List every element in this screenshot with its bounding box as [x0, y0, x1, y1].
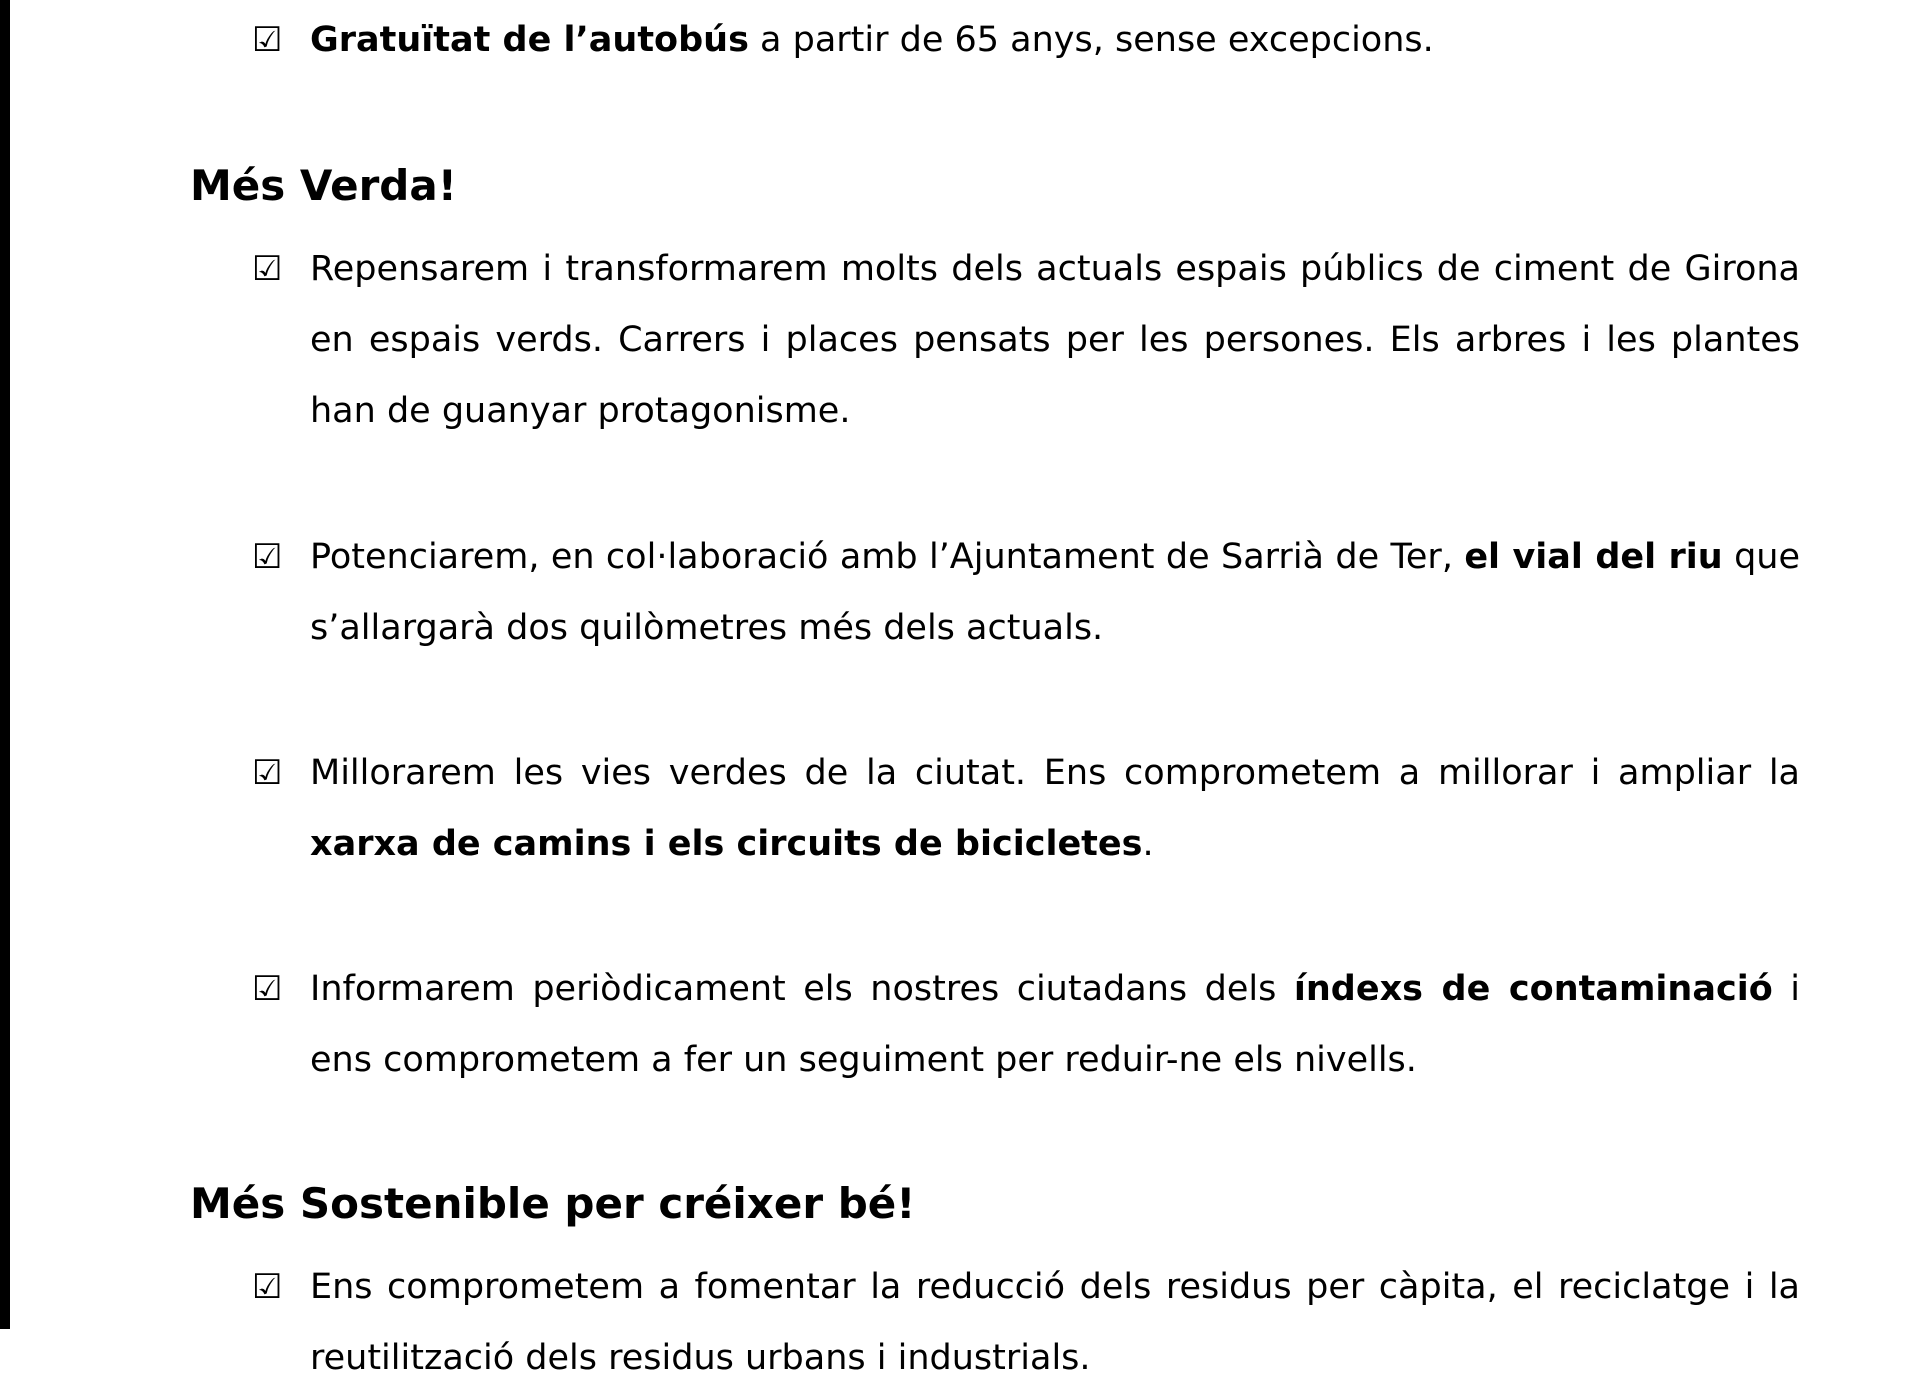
- bold-text: índexs de contaminació: [1293, 969, 1773, 1009]
- bold-text: Gratuïtat de l’autobús: [310, 20, 749, 60]
- bold-text: xarxa de camins i els circuits de bicicletes: [310, 824, 1143, 864]
- checkbox-icon: ☑: [252, 1267, 283, 1307]
- list-item-text: Gratuïtat de l’autobús a partir de 65 anys, sense excepcions.: [310, 20, 1434, 60]
- bold-text: el vial del riu: [1464, 537, 1723, 577]
- list-item-text: Informarem periòdicament els nostres ciutadans dels índexs de contaminació i ens comprometem a fer un seguiment per reduir-ne els nivells.: [310, 969, 1800, 1080]
- list-item-text: Ens comprometem a fomentar la reducció dels residus per càpita, el reciclatge i la reutilització dels residus urbans i industrials.: [310, 1267, 1800, 1378]
- list-item-text: Repensarem i transformarem molts dels actuals espais públics de ciment de Girona en espais verds. Carrers i places pensats per les persones. Els arbres i les plantes han de guanyar protagonisme.: [310, 249, 1800, 431]
- list-item-text: Potenciarem, en col·laboració amb l’Ajuntament de Sarrià de Ter, el vial del riu que s’allargarà dos quilòmetres més dels actuals.: [310, 537, 1800, 648]
- checkbox-icon: ☑: [252, 753, 283, 793]
- section-heading-sustainable: Més Sostenible per créixer bé!: [190, 1179, 916, 1228]
- checkbox-icon: ☑: [252, 20, 283, 60]
- checkbox-icon: ☑: [252, 969, 283, 1009]
- list-item-text: Millorarem les vies verdes de la ciutat. Ens comprometem a millorar i ampliar la xarxa de camins i els circuits de bicicletes.: [310, 753, 1800, 864]
- checkbox-icon: ☑: [252, 249, 283, 289]
- page-left-border: [0, 0, 10, 1329]
- section-heading-green: Més Verda!: [190, 161, 457, 210]
- checkbox-icon: ☑: [252, 537, 283, 577]
